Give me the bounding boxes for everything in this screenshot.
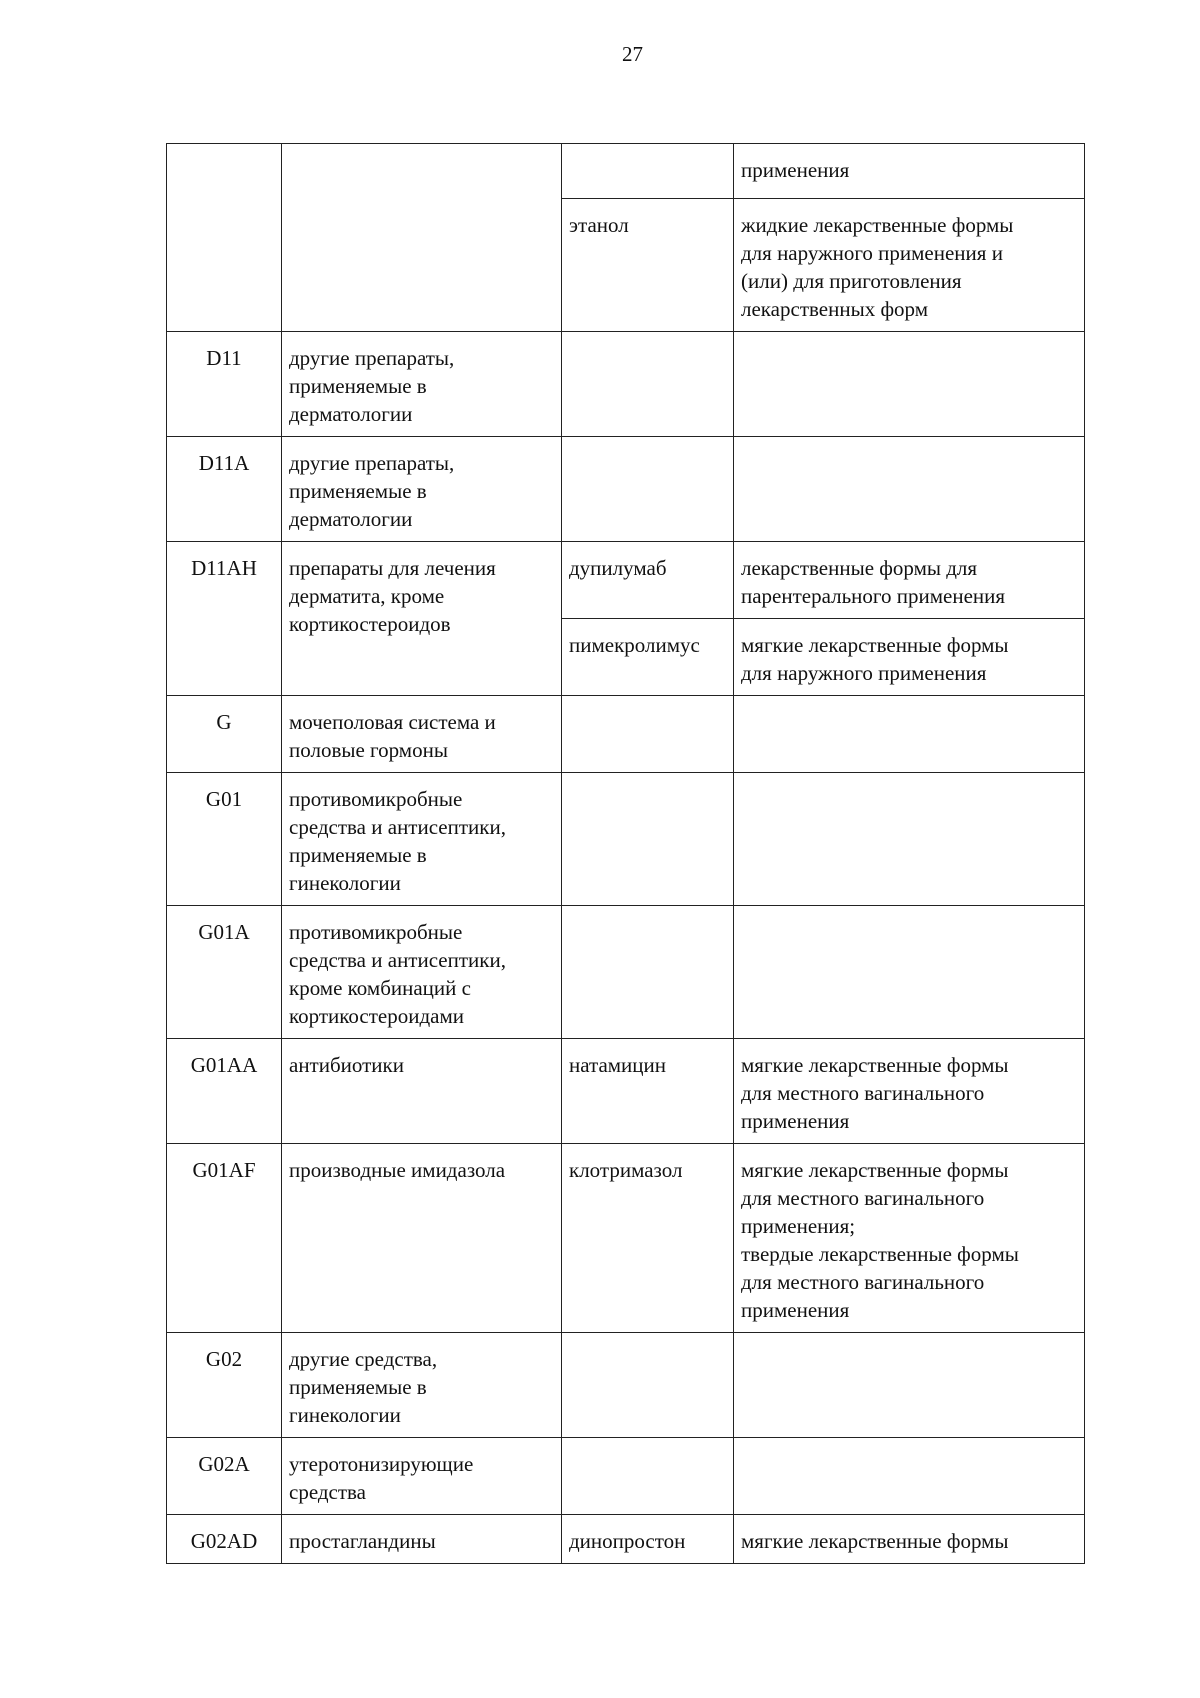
table-row xyxy=(167,773,1085,906)
group-name-cell: противомикробные средства и антисептики, кроме комбинаций с кортикостероидами xyxy=(282,906,562,1039)
table-row xyxy=(167,542,1085,619)
atc-code-cell: G01AF xyxy=(167,1144,282,1333)
dosage-form-cell: мягкие лекарственные формы для местного вагинального применения; твердые лекарственные формы для местного вагинального применения xyxy=(734,1144,1085,1333)
group-name-cell: производные имидазола xyxy=(282,1144,562,1333)
table-row xyxy=(167,332,1085,437)
drug-name-cell xyxy=(562,1333,734,1438)
drug-name-cell: клотримазол xyxy=(562,1144,734,1333)
drug-name-cell: этанол xyxy=(562,199,734,332)
group-name-cell xyxy=(282,144,562,332)
dosage-form-cell xyxy=(734,696,1085,773)
dosage-form-cell: мягкие лекарственные формы для местного вагинального применения xyxy=(734,1039,1085,1144)
group-name-cell: другие препараты, применяемые в дерматологии xyxy=(282,437,562,542)
group-name-cell: антибиотики xyxy=(282,1039,562,1144)
dosage-form-cell xyxy=(734,1438,1085,1515)
drug-name-cell xyxy=(562,906,734,1039)
dosage-form-cell xyxy=(734,906,1085,1039)
group-name-cell: другие средства, применяемые в гинекологии xyxy=(282,1333,562,1438)
group-name-cell: утеротонизирующие средства xyxy=(282,1438,562,1515)
atc-code-cell: G01AA xyxy=(167,1039,282,1144)
group-name-cell: противомикробные средства и антисептики, применяемые в гинекологии xyxy=(282,773,562,906)
table-row xyxy=(167,1144,1085,1333)
group-name-cell: простагландины xyxy=(282,1515,562,1564)
table-row xyxy=(167,906,1085,1039)
dosage-form-cell: мягкие лекарственные формы для наружного применения xyxy=(734,619,1085,696)
atc-code-cell: D11AH xyxy=(167,542,282,696)
table-row xyxy=(167,1515,1085,1564)
drug-name-cell xyxy=(562,437,734,542)
dosage-form-cell: лекарственные формы для парентерального применения xyxy=(734,542,1085,619)
dosage-form-cell: жидкие лекарственные формы для наружного применения и (или) для приготовления лекарственных форм xyxy=(734,199,1085,332)
drug-name-cell xyxy=(562,1438,734,1515)
page-number: 27 xyxy=(622,42,643,66)
atc-code-cell: G02 xyxy=(167,1333,282,1438)
atc-code-cell: G xyxy=(167,696,282,773)
atc-code-cell: G02A xyxy=(167,1438,282,1515)
dosage-form-cell: применения xyxy=(734,144,1085,199)
drug-name-cell xyxy=(562,773,734,906)
atc-code-cell: G01 xyxy=(167,773,282,906)
group-name-cell: мочеполовая система и половые гормоны xyxy=(282,696,562,773)
drug-name-cell xyxy=(562,332,734,437)
atc-code-cell: D11 xyxy=(167,332,282,437)
drug-name-cell: динопростон xyxy=(562,1515,734,1564)
atc-code-cell xyxy=(167,144,282,332)
drug-name-cell: дупилумаб xyxy=(562,542,734,619)
table-row xyxy=(167,437,1085,542)
table-row xyxy=(167,696,1085,773)
dosage-form-cell xyxy=(734,773,1085,906)
dosage-form-cell xyxy=(734,332,1085,437)
table-row xyxy=(167,144,1085,199)
table-row xyxy=(167,1333,1085,1438)
dosage-form-cell xyxy=(734,1333,1085,1438)
drug-name-cell xyxy=(562,696,734,773)
atc-code-cell: G01A xyxy=(167,906,282,1039)
table-row xyxy=(167,1039,1085,1144)
drug-name-cell: пимекролимус xyxy=(562,619,734,696)
atc-code-cell: G02AD xyxy=(167,1515,282,1564)
atc-code-cell: D11A xyxy=(167,437,282,542)
group-name-cell: другие препараты, применяемые в дерматологии xyxy=(282,332,562,437)
dosage-form-cell: мягкие лекарственные формы xyxy=(734,1515,1085,1564)
table-row xyxy=(167,1438,1085,1515)
group-name-cell: препараты для лечения дерматита, кроме кортикостероидов xyxy=(282,542,562,696)
drug-name-cell: натамицин xyxy=(562,1039,734,1144)
drug-classification-table xyxy=(166,143,1085,1564)
dosage-form-cell xyxy=(734,437,1085,542)
drug-name-cell xyxy=(562,144,734,199)
